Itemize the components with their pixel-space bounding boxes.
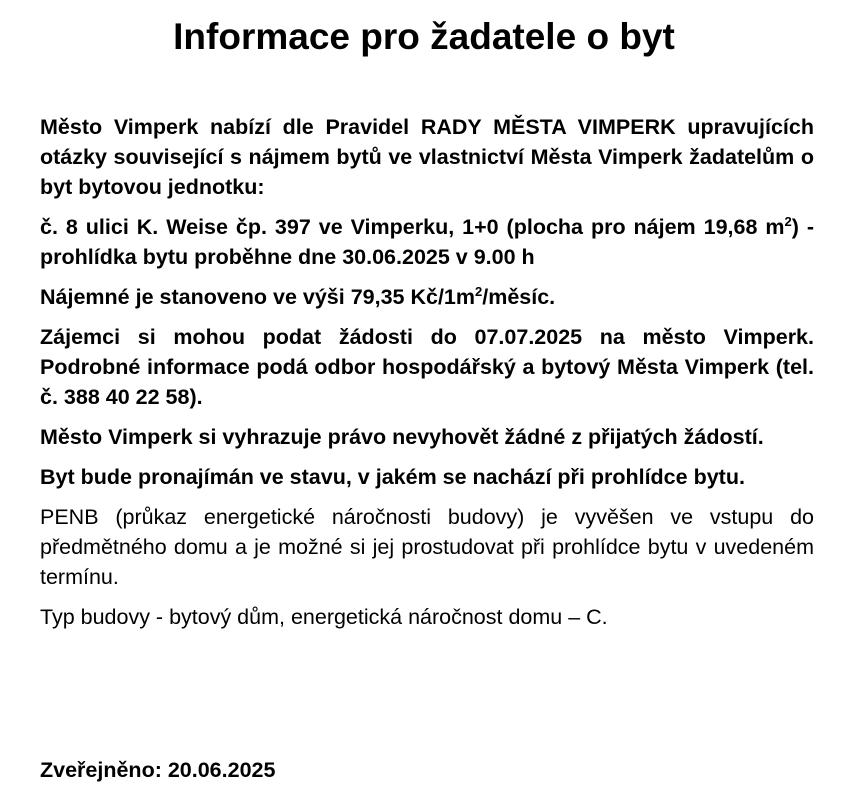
rent-text-part1: Nájemné je stanoveno ve výši 79,35 Kč/1m [40, 285, 476, 309]
page-title: Informace pro žadatele o byt [173, 16, 675, 57]
unit-paragraph [40, 212, 814, 272]
condition-paragraph: Byt bude pronajímán ve stavu, v jakém se nachází při prohlídce bytu. [40, 465, 745, 489]
reservation-paragraph: Město Vimperk si vyhrazuje právo nevyhovět žádné z přijatých žádostí. [40, 425, 764, 449]
published-date: Zveřejněno: 20.06.2025 [40, 758, 276, 782]
penb-paragraph: PENB (průkaz energetické náročnosti budovy) je vyvěšen ve vstupu do předmětného domu a je možné si jej prostudovat při prohlídce bytu v uvedeném termínu. [40, 505, 814, 589]
intro-paragraph: Město Vimperk nabízí dle Pravidel RADY MĚSTA VIMPERK upravujících otázky související s nájmem bytů ve vlastnictví Města Vimperk žadatelům o byt bytovou jednotku: [40, 115, 814, 199]
unit-text-part1: č. 8 ulici K. Weise čp. 397 ve Vimperku, 1+0 (plocha pro nájem 19,68 m [40, 215, 785, 239]
rent-paragraph [40, 282, 814, 312]
document-body [40, 112, 814, 642]
applications-paragraph: Zájemci si mohou podat žádosti do 07.07.2025 na město Vimperk. Podrobné informace podá odbor hospodářský a bytový Města Vimperk (tel. č. 388 40 22 58). [40, 325, 814, 409]
building-type-paragraph: Typ budovy - bytový dům, energetická náročnost domu – C. [40, 605, 608, 629]
rent-superscript: 2 [475, 283, 483, 299]
rent-text-part2: /měsíc. [482, 285, 556, 309]
unit-text-part2: ) - prohlídka bytu proběhne dne 30.06.2025 v 9.00 h [40, 215, 815, 269]
unit-superscript: 2 [784, 213, 792, 229]
